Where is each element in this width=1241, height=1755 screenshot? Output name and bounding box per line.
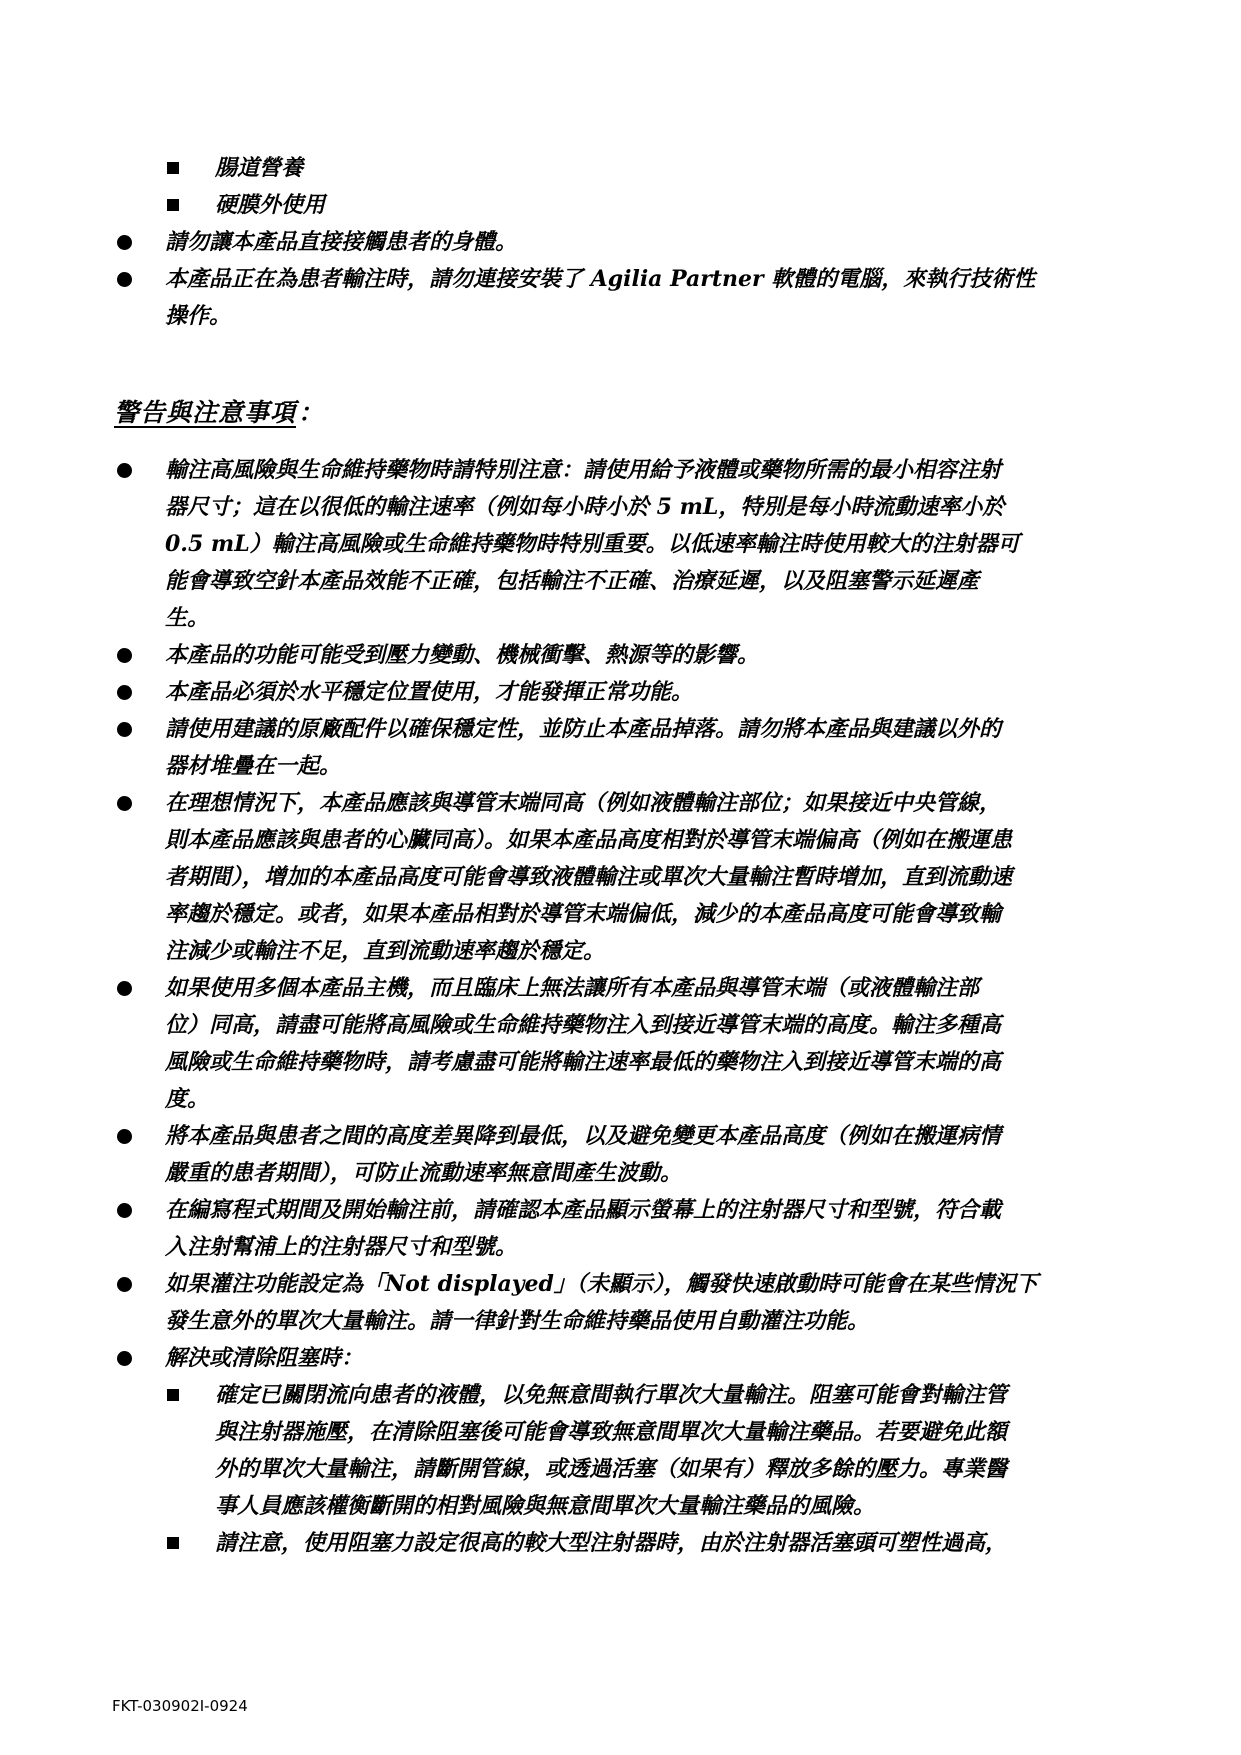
warning-item: [165, 970, 1001, 1118]
bullet-icon: [117, 722, 132, 737]
sub-warning-item: [215, 1377, 1007, 1525]
heading-text: 警告與注意事項: [114, 398, 297, 427]
warning-item: [165, 785, 1012, 970]
item-line: 確定已關閉流向患者的液體，以免無意間執行單次大量輸注。阻塞可能會對輸注管: [215, 1382, 1008, 1408]
item-line: 在理想情況下，本產品應該與導管末端同高（例如液體輸注部位；如果接近中央管線，: [165, 790, 1002, 816]
square-bullet-icon: [167, 1537, 179, 1549]
bullet-icon: [117, 981, 132, 996]
item-line: 在編寫程式期間及開始輸注前，請確認本產品顯示螢幕上的注射器尺寸和型號，符合載: [165, 1197, 1002, 1223]
bullet-icon: [117, 685, 132, 700]
item-line: 請使用建議的原廠配件以確保穩定性，並防止本產品掉落。請勿將本產品與建議以外的: [165, 716, 1002, 742]
item-line: 本產品正在為患者輸注時，請勿連接安裝了 Agilia Partner 軟體的電腦，來執行技術性: [165, 266, 1036, 292]
item-line: 生。: [165, 605, 210, 631]
item-line: 本產品的功能可能受到壓力變動、機械衝擊、熱源等的影響。: [165, 642, 760, 668]
square-bullet-icon: [167, 162, 179, 174]
item-line: 腸道營養: [215, 155, 304, 181]
bullet-icon: [117, 1277, 132, 1292]
warning-item: [165, 674, 693, 711]
bullet-icon: [117, 272, 132, 287]
item-line: 與注射器施壓，在清除阻塞後可能會導致無意間單次大量輸注藥品。若要避免此額: [215, 1419, 1008, 1445]
bullet-icon: [117, 463, 132, 478]
heading-colon: ：: [298, 398, 325, 427]
item-line: 將本產品與患者之間的高度差異降到最低，以及避免變更本產品高度（例如在搬運病情: [165, 1123, 1002, 1149]
bullet-icon: [117, 1129, 132, 1144]
item-line: 率趨於穩定。或者，如果本產品相對於導管末端偏低，減少的本產品高度可能會導致輸: [165, 901, 1002, 927]
sub-list-item: [215, 187, 325, 224]
item-line: 事人員應該權衡斷開的相對風險與無意間單次大量輸注藥品的風險。: [215, 1493, 876, 1519]
warning-item: [165, 637, 759, 674]
item-line: 輸注高風險與生命維持藥物時請特別注意：請使用給予液體或藥物所需的最小相容注射: [165, 457, 1002, 483]
item-line: 如果灌注功能設定為「Not displayed」（未顯示），觸發快速啟動時可能會在某些情況下: [165, 1271, 1038, 1297]
bullet-icon: [117, 796, 132, 811]
item-line: 器尺寸；這在以很低的輸注速率（例如每小時小於 5 mL，特別是每小時流動速率小於: [165, 494, 1005, 520]
square-bullet-icon: [167, 1389, 179, 1401]
item-line: 發生意外的單次大量輸注。請一律針對生命維持藥品使用自動灌注功能。: [165, 1308, 870, 1334]
warning-item: [165, 452, 1020, 637]
item-line: 入注射幫浦上的注射器尺寸和型號。: [165, 1234, 518, 1260]
item-line: 能會導致空針本產品效能不正確，包括輸注不正確、治療延遲，以及阻塞警示延遲產: [165, 568, 980, 594]
warning-item: [165, 1340, 363, 1377]
list-item: [165, 261, 1035, 335]
warning-item: [165, 1118, 1001, 1192]
warning-item: [165, 711, 1001, 785]
item-line: 器材堆疊在一起。: [165, 753, 342, 779]
warning-item: [165, 1266, 1038, 1340]
document-code: FKT-030902I-0924: [112, 1697, 248, 1715]
item-line: 嚴重的患者期間），可防止流動速率無意間產生波動。: [165, 1160, 683, 1186]
list-item: [165, 224, 517, 261]
item-line: 注減少或輸注不足，直到流動速率趨於穩定。: [165, 938, 606, 964]
section-heading: [114, 393, 324, 429]
sub-warning-item: [215, 1525, 1007, 1562]
item-line: 如果使用多個本產品主機，而且臨床上無法讓所有本產品與導管末端（或液體輸注部: [165, 975, 980, 1001]
square-bullet-icon: [167, 199, 179, 211]
bullet-icon: [117, 1203, 132, 1218]
bullet-icon: [117, 648, 132, 663]
item-line: 度。: [165, 1086, 210, 1112]
item-line: 本產品必須於水平穩定位置使用，才能發揮正常功能。: [165, 679, 694, 705]
item-line: 位）同高，請盡可能將高風險或生命維持藥物注入到接近導管末端的高度。輸注多種高: [165, 1012, 1002, 1038]
bullet-icon: [117, 1351, 132, 1366]
item-line: 者期間），增加的本產品高度可能會導致液體輸注或單次大量輸注暫時增加，直到流動速: [165, 864, 1013, 890]
item-line: 請注意，使用阻塞力設定很高的較大型注射器時，由於注射器活塞頭可塑性過高，: [215, 1530, 1008, 1556]
item-line: 操作。: [165, 303, 232, 329]
item-line: 硬膜外使用: [215, 192, 326, 218]
item-line: 外的單次大量輸注，請斷開管線，或透過活塞（如果有）釋放多餘的壓力。專業醫: [215, 1456, 1008, 1482]
item-line: 則本產品應該與患者的心臟同高）。如果本產品高度相對於導管末端偏高（例如在搬運患: [165, 827, 1013, 853]
item-line: 解決或清除阻塞時：: [165, 1345, 364, 1371]
item-line: 0.5 mL）輸注高風險或生命維持藥物時特別重要。以低速率輸注時使用較大的注射器可: [165, 531, 1020, 557]
warning-item: [165, 1192, 1001, 1266]
sub-list-item: [215, 150, 303, 187]
bullet-icon: [117, 235, 132, 250]
item-line: 風險或生命維持藥物時，請考慮盡可能將輸注速率最低的藥物注入到接近導管末端的高: [165, 1049, 1002, 1075]
item-line: 請勿讓本產品直接接觸患者的身體。: [165, 229, 518, 255]
